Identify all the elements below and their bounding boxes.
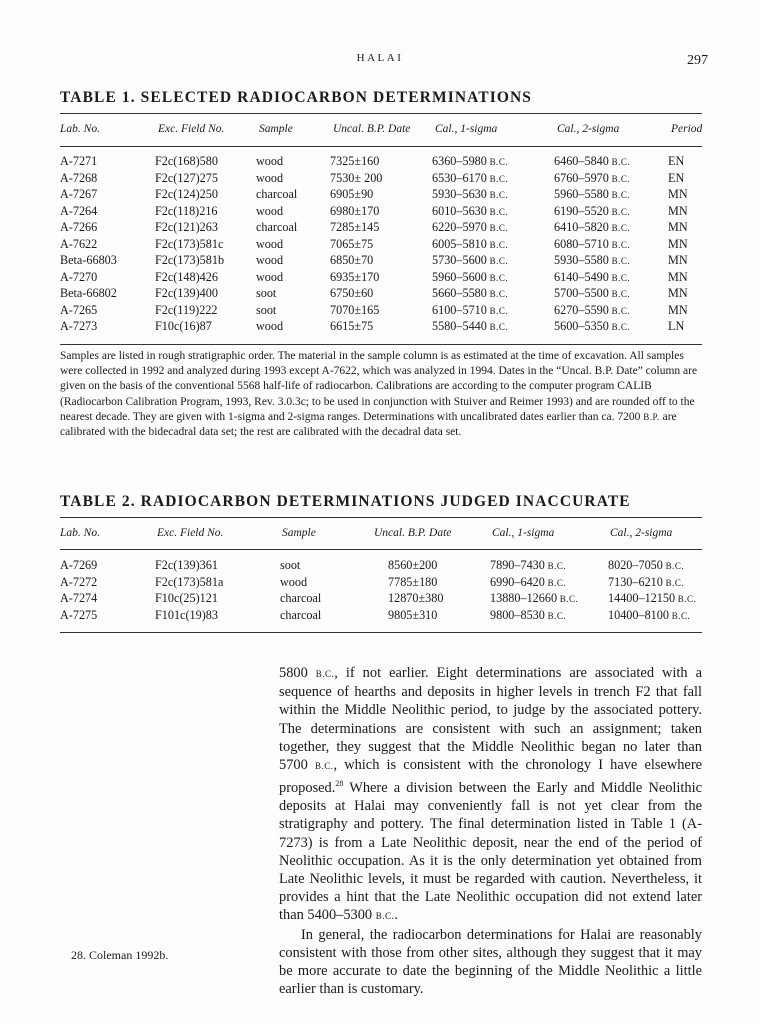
table1-header-uncal: Uncal. B.P. Date xyxy=(333,123,411,135)
table1-header-field: Exc. Field No. xyxy=(158,123,225,135)
table1-cell-lab: A-7273 xyxy=(60,319,98,333)
table2-cell-uncal: 7785±180 xyxy=(388,574,438,589)
body-paragraph-1: 5800 B.C., if not earlier. Eight determinations are associated with a sequence of hearths and deposits in higher levels in trench F2 that fall within the Middle Neolithic period, to judge by the associated pottery. The determinations are consistent with such an assignment; taken together, they suggest that the Middle Neolithic began no later than 5700 B.C., which is consistent with the chronology I have elsewhere proposed.$^{28}$ Where a division between the Early and Middle Neolithic deposits at Halai may conveniently fall is not yet clear from the stratigraphy and pottery. The final determination listed in Table 1 (A-7273) is from a Late Neolithic deposit, near the end of the period of Neolithic occupation. As it is the only determination yet obtained from Late Neolithic levels, it must be regarded with caution. Nevertheless, it provides a hint that the Late Neolithic occupation did not extend later than 5400–5300 B.C.. xyxy=(279,665,702,924)
table2-cell-field: F10c(25)121 xyxy=(155,591,218,605)
table1-cell-period: MN xyxy=(668,269,688,284)
table1-cell-sample: wood xyxy=(256,154,284,168)
era-suffix: B.C. xyxy=(544,577,567,588)
table1-cell-cal2: 5930–5580 B.C. xyxy=(554,253,631,267)
table1-cell-cal1: 6005–5810 B.C. xyxy=(432,236,509,251)
table1-header-sample: Sample xyxy=(259,123,293,135)
table2-cell-cal2: 14400–12150 B.C. xyxy=(608,591,697,605)
table1-header-period: Period xyxy=(671,123,703,135)
table1-cell-sample: charcoal xyxy=(256,220,298,234)
table1-cell-uncal: 7065±75 xyxy=(330,236,374,251)
table1-cell-lab: A-7267 xyxy=(60,187,98,201)
era-suffix: B.C. xyxy=(486,239,509,250)
era-suffix: B.C. xyxy=(608,206,631,217)
era-suffix: B.C. xyxy=(608,305,631,316)
table1-cell-lab: Beta-66803 xyxy=(60,253,117,267)
table2-bottom-rule xyxy=(60,632,702,633)
table2-cell-cal1: 13880–12660 B.C. xyxy=(490,591,579,605)
table1-cell-uncal: 7325±160 xyxy=(330,154,380,168)
era-suffix: B.C. xyxy=(608,173,631,184)
table2-title: TABLE 2. RADIOCARBON DETERMINATIONS JUDGED INACCURATE xyxy=(60,493,631,510)
table1-cell-cal2: 6410–5820 B.C. xyxy=(554,220,631,234)
table2-cell-sample: wood xyxy=(280,574,308,589)
table1-cell-period: MN xyxy=(668,187,688,201)
table2-header-rule xyxy=(60,549,702,550)
table1-cell-cal2: 6760–5970 B.C. xyxy=(554,170,631,185)
table1-cell-lab: A-7268 xyxy=(60,170,98,185)
table1-cell-period: EN xyxy=(668,154,685,168)
era-suffix: B.C. xyxy=(668,610,691,621)
table1-header-cal1: Cal., 1-sigma xyxy=(435,123,498,135)
table1-cell-field: F2c(121)263 xyxy=(155,220,218,234)
era-suffix: B.C. xyxy=(557,594,579,604)
era-suffix: B.C. xyxy=(675,594,697,604)
table1-notes xyxy=(60,349,702,440)
table2-cell-lab: A-7272 xyxy=(60,574,98,589)
era-suffix: B.C. xyxy=(486,190,509,200)
table1-cell-uncal: 6850±70 xyxy=(330,253,374,267)
table1-cell-cal2: 6140–5490 B.C. xyxy=(554,269,631,284)
table1-header-rule xyxy=(60,146,702,147)
table1-cell-sample: wood xyxy=(256,170,284,185)
era-suffix: B.C. xyxy=(608,190,631,200)
table1-cell-period: EN xyxy=(668,170,685,185)
table2-header-cal2: Cal., 2-sigma xyxy=(610,527,673,539)
table1-cell-sample: soot xyxy=(256,286,277,300)
table1-cell-sample: wood xyxy=(256,319,284,333)
body-text xyxy=(279,664,702,998)
table1-cell-period: MN xyxy=(668,220,688,234)
table1-cell-cal1: 6360–5980 B.C. xyxy=(432,154,509,168)
era-suffix: B.C. xyxy=(486,223,509,233)
table1-cell-field: F2c(139)400 xyxy=(155,286,218,300)
footnote-28: 28. Coleman 1992b. xyxy=(71,948,169,962)
table1-cell-cal1: 5730–5600 B.C. xyxy=(432,253,509,267)
table1-cell-period: MN xyxy=(668,302,688,317)
table1-cell-sample: wood xyxy=(256,203,284,218)
table1-cell-sample: charcoal xyxy=(256,187,298,201)
table1-cell-field: F2c(119)222 xyxy=(155,302,218,317)
table1-cell-lab: A-7266 xyxy=(60,220,98,234)
table2-cell-field: F2c(139)361 xyxy=(155,558,218,572)
table2-cell-cal1: 7890–7430 B.C. xyxy=(490,558,567,572)
table1-top-rule xyxy=(60,113,702,114)
table1-cell-sample: soot xyxy=(256,302,277,317)
table2-header-field: Exc. Field No. xyxy=(157,527,224,539)
era-suffix: B.C. xyxy=(608,322,631,332)
table1-cell-lab: A-7622 xyxy=(60,236,98,251)
table1-cell-cal1: 6530–6170 B.C. xyxy=(432,170,509,185)
era-suffix: B.C. xyxy=(486,256,509,266)
table2-top-rule xyxy=(60,517,702,518)
running-head: HALAI xyxy=(356,52,404,64)
table2-cell-cal2: 8020–7050 B.C. xyxy=(608,558,685,572)
table1-cell-field: F2c(173)581c xyxy=(155,236,224,251)
table1-cell-cal1: 5930–5630 B.C. xyxy=(432,187,509,201)
table1-cell-field: F2c(127)275 xyxy=(155,170,218,185)
table1-cell-cal1: 6010–5630 B.C. xyxy=(432,203,509,218)
table1-cell-field: F2c(148)426 xyxy=(155,269,218,284)
table1-cell-uncal: 7530± 200 xyxy=(330,170,383,185)
page-number: 297 xyxy=(687,53,708,68)
table2-cell-uncal: 9805±310 xyxy=(388,607,438,622)
table2-cell-lab: A-7269 xyxy=(60,558,98,572)
table1-notes-text-end: are calibrated with the bidecadral data set; the rest are calibrated with the decadral data set. xyxy=(60,410,677,439)
table1-cell-cal1: 5960–5600 B.C. xyxy=(432,269,509,284)
table2-cell-uncal: 12870±380 xyxy=(388,591,444,605)
era-suffix: B.C. xyxy=(486,173,509,184)
table1-header-cal2: Cal., 2-sigma xyxy=(557,123,620,135)
table1-cell-cal2: 5600–5350 B.C. xyxy=(554,319,631,333)
table2-cell-sample: charcoal xyxy=(280,607,322,622)
table1-cell-cal1: 6220–5970 B.C. xyxy=(432,220,509,234)
table1-cell-uncal: 6980±170 xyxy=(330,203,380,218)
table1-cell-cal2: 5700–5500 B.C. xyxy=(554,286,631,300)
era-suffix: B.C. xyxy=(608,272,631,283)
era-suffix: B.C. xyxy=(662,577,685,588)
table2-cell-field: F2c(173)581a xyxy=(155,574,224,589)
table1-cell-cal1: 5580–5440 B.C. xyxy=(432,319,509,333)
table2-cell-cal2: 10400–8100 B.C. xyxy=(608,607,691,622)
table1-cell-cal2: 5960–5580 B.C. xyxy=(554,187,631,201)
table1-cell-field: F2c(118)216 xyxy=(155,203,218,218)
era-suffix: B.C. xyxy=(486,322,509,332)
table2-header-cal1: Cal., 1-sigma xyxy=(492,527,555,539)
era-suffix: B.C. xyxy=(662,561,685,571)
era-suffix: B.C. xyxy=(544,610,567,621)
table1-cell-field: F2c(168)580 xyxy=(155,154,218,168)
table1-title: TABLE 1. SELECTED RADIOCARBON DETERMINATIONS xyxy=(60,89,533,106)
table2-cell-cal1: 9800–8530 B.C. xyxy=(490,607,567,622)
era-suffix: B.C. xyxy=(486,305,509,316)
era-suffix: B.C. xyxy=(608,289,631,299)
table1-cell-uncal: 6935±170 xyxy=(330,269,380,284)
table1-cell-period: MN xyxy=(668,236,688,251)
table2-cell-sample: soot xyxy=(280,558,301,572)
table1-cell-uncal: 6615±75 xyxy=(330,319,374,333)
table1-cell-period: MN xyxy=(668,253,688,267)
body-paragraph-2: In general, the radiocarbon determinations for Halai are reasonably consistent with those from other sites, although they suggest that it may be more accurate to date the beginning of the Middle Neolithic a little earlier than is customary. xyxy=(279,926,702,998)
era-suffix: B.C. xyxy=(608,157,631,167)
table1-cell-sample: wood xyxy=(256,253,284,267)
table2-cell-sample: charcoal xyxy=(280,591,322,605)
table2-cell-uncal: 8560±200 xyxy=(388,558,438,572)
era-suffix: B.C. xyxy=(608,223,631,233)
table1-cell-lab: A-7265 xyxy=(60,302,98,317)
table2-header-sample: Sample xyxy=(282,527,316,539)
table2-cell-field: F101c(19)83 xyxy=(155,607,218,622)
era-suffix: B.C. xyxy=(486,157,509,167)
table1-cell-period: LN xyxy=(668,319,685,333)
table1-notes-text: Samples are listed in rough stratigraphic order. The material in the sample column is as estimated at the time of excavation. All samples were collected in 1992 and analyzed during 1993 except A-7622, which was analyzed in 1994. Dates in the “Uncal. B.P. Date” column are given on the basis of the conventional 5568 half-life of radiocarbon. Calibrations are according to the computer program CALIB (Radiocarbon Calibration Program, 1993, Rev. 3.0.3c; to be used in conjunction with Stuiver and Reimer 1993) and are rounded off to the nearest decade. They are given with 1-sigma and 2-sigma ranges. Determinations with uncalibrated dates earlier than ca. 7200 xyxy=(60,350,698,423)
table2-header-uncal: Uncal. B.P. Date xyxy=(374,527,452,539)
table1-cell-uncal: 7070±165 xyxy=(330,302,380,317)
table1-header-lab: Lab. No. xyxy=(60,123,100,135)
era-suffix: B.C. xyxy=(608,256,631,266)
era-suffix: B.C. xyxy=(544,561,567,571)
table2-cell-cal1: 6990–6420 B.C. xyxy=(490,574,567,589)
table2-header-lab: Lab. No. xyxy=(60,527,100,539)
table1-cell-field: F10c(16)87 xyxy=(155,319,212,333)
table1-cell-sample: wood xyxy=(256,269,284,284)
table1-cell-field: F2c(124)250 xyxy=(155,187,218,201)
table1-cell-cal2: 6080–5710 B.C. xyxy=(554,236,631,251)
era-suffix: B.C. xyxy=(486,206,509,217)
table1-cell-field: F2c(173)581b xyxy=(155,253,225,267)
table1-cell-cal2: 6190–5520 B.C. xyxy=(554,203,631,218)
era-suffix: B.C. xyxy=(608,239,631,250)
table1-cell-cal2: 6270–5590 B.C. xyxy=(554,302,631,317)
table1-cell-cal2: 6460–5840 B.C. xyxy=(554,154,631,168)
table1-cell-cal1: 6100–5710 B.C. xyxy=(432,302,509,317)
table2-cell-cal2: 7130–6210 B.C. xyxy=(608,574,685,589)
table1-cell-sample: wood xyxy=(256,236,284,251)
table1-cell-period: MN xyxy=(668,203,688,218)
table1-cell-lab: A-7264 xyxy=(60,203,98,218)
era-suffix: B.C. xyxy=(486,289,509,299)
table1-cell-uncal: 6905±90 xyxy=(330,187,374,201)
table1-notes-bp: B.P. xyxy=(643,411,660,422)
table1-bottom-rule xyxy=(60,344,702,345)
era-suffix: B.C. xyxy=(486,272,509,283)
table1-cell-cal1: 5660–5580 B.C. xyxy=(432,286,509,300)
table2-cell-lab: A-7274 xyxy=(60,591,98,605)
table2-cell-lab: A-7275 xyxy=(60,607,98,622)
table1-cell-period: MN xyxy=(668,286,688,300)
table1-cell-lab: A-7270 xyxy=(60,269,98,284)
table1-cell-uncal: 7285±145 xyxy=(330,220,380,234)
table1-cell-lab: A-7271 xyxy=(60,154,98,168)
table1-cell-lab: Beta-66802 xyxy=(60,286,117,300)
footnote-ref-28[interactable]: 28 xyxy=(335,779,344,789)
table1-cell-uncal: 6750±60 xyxy=(330,286,374,300)
